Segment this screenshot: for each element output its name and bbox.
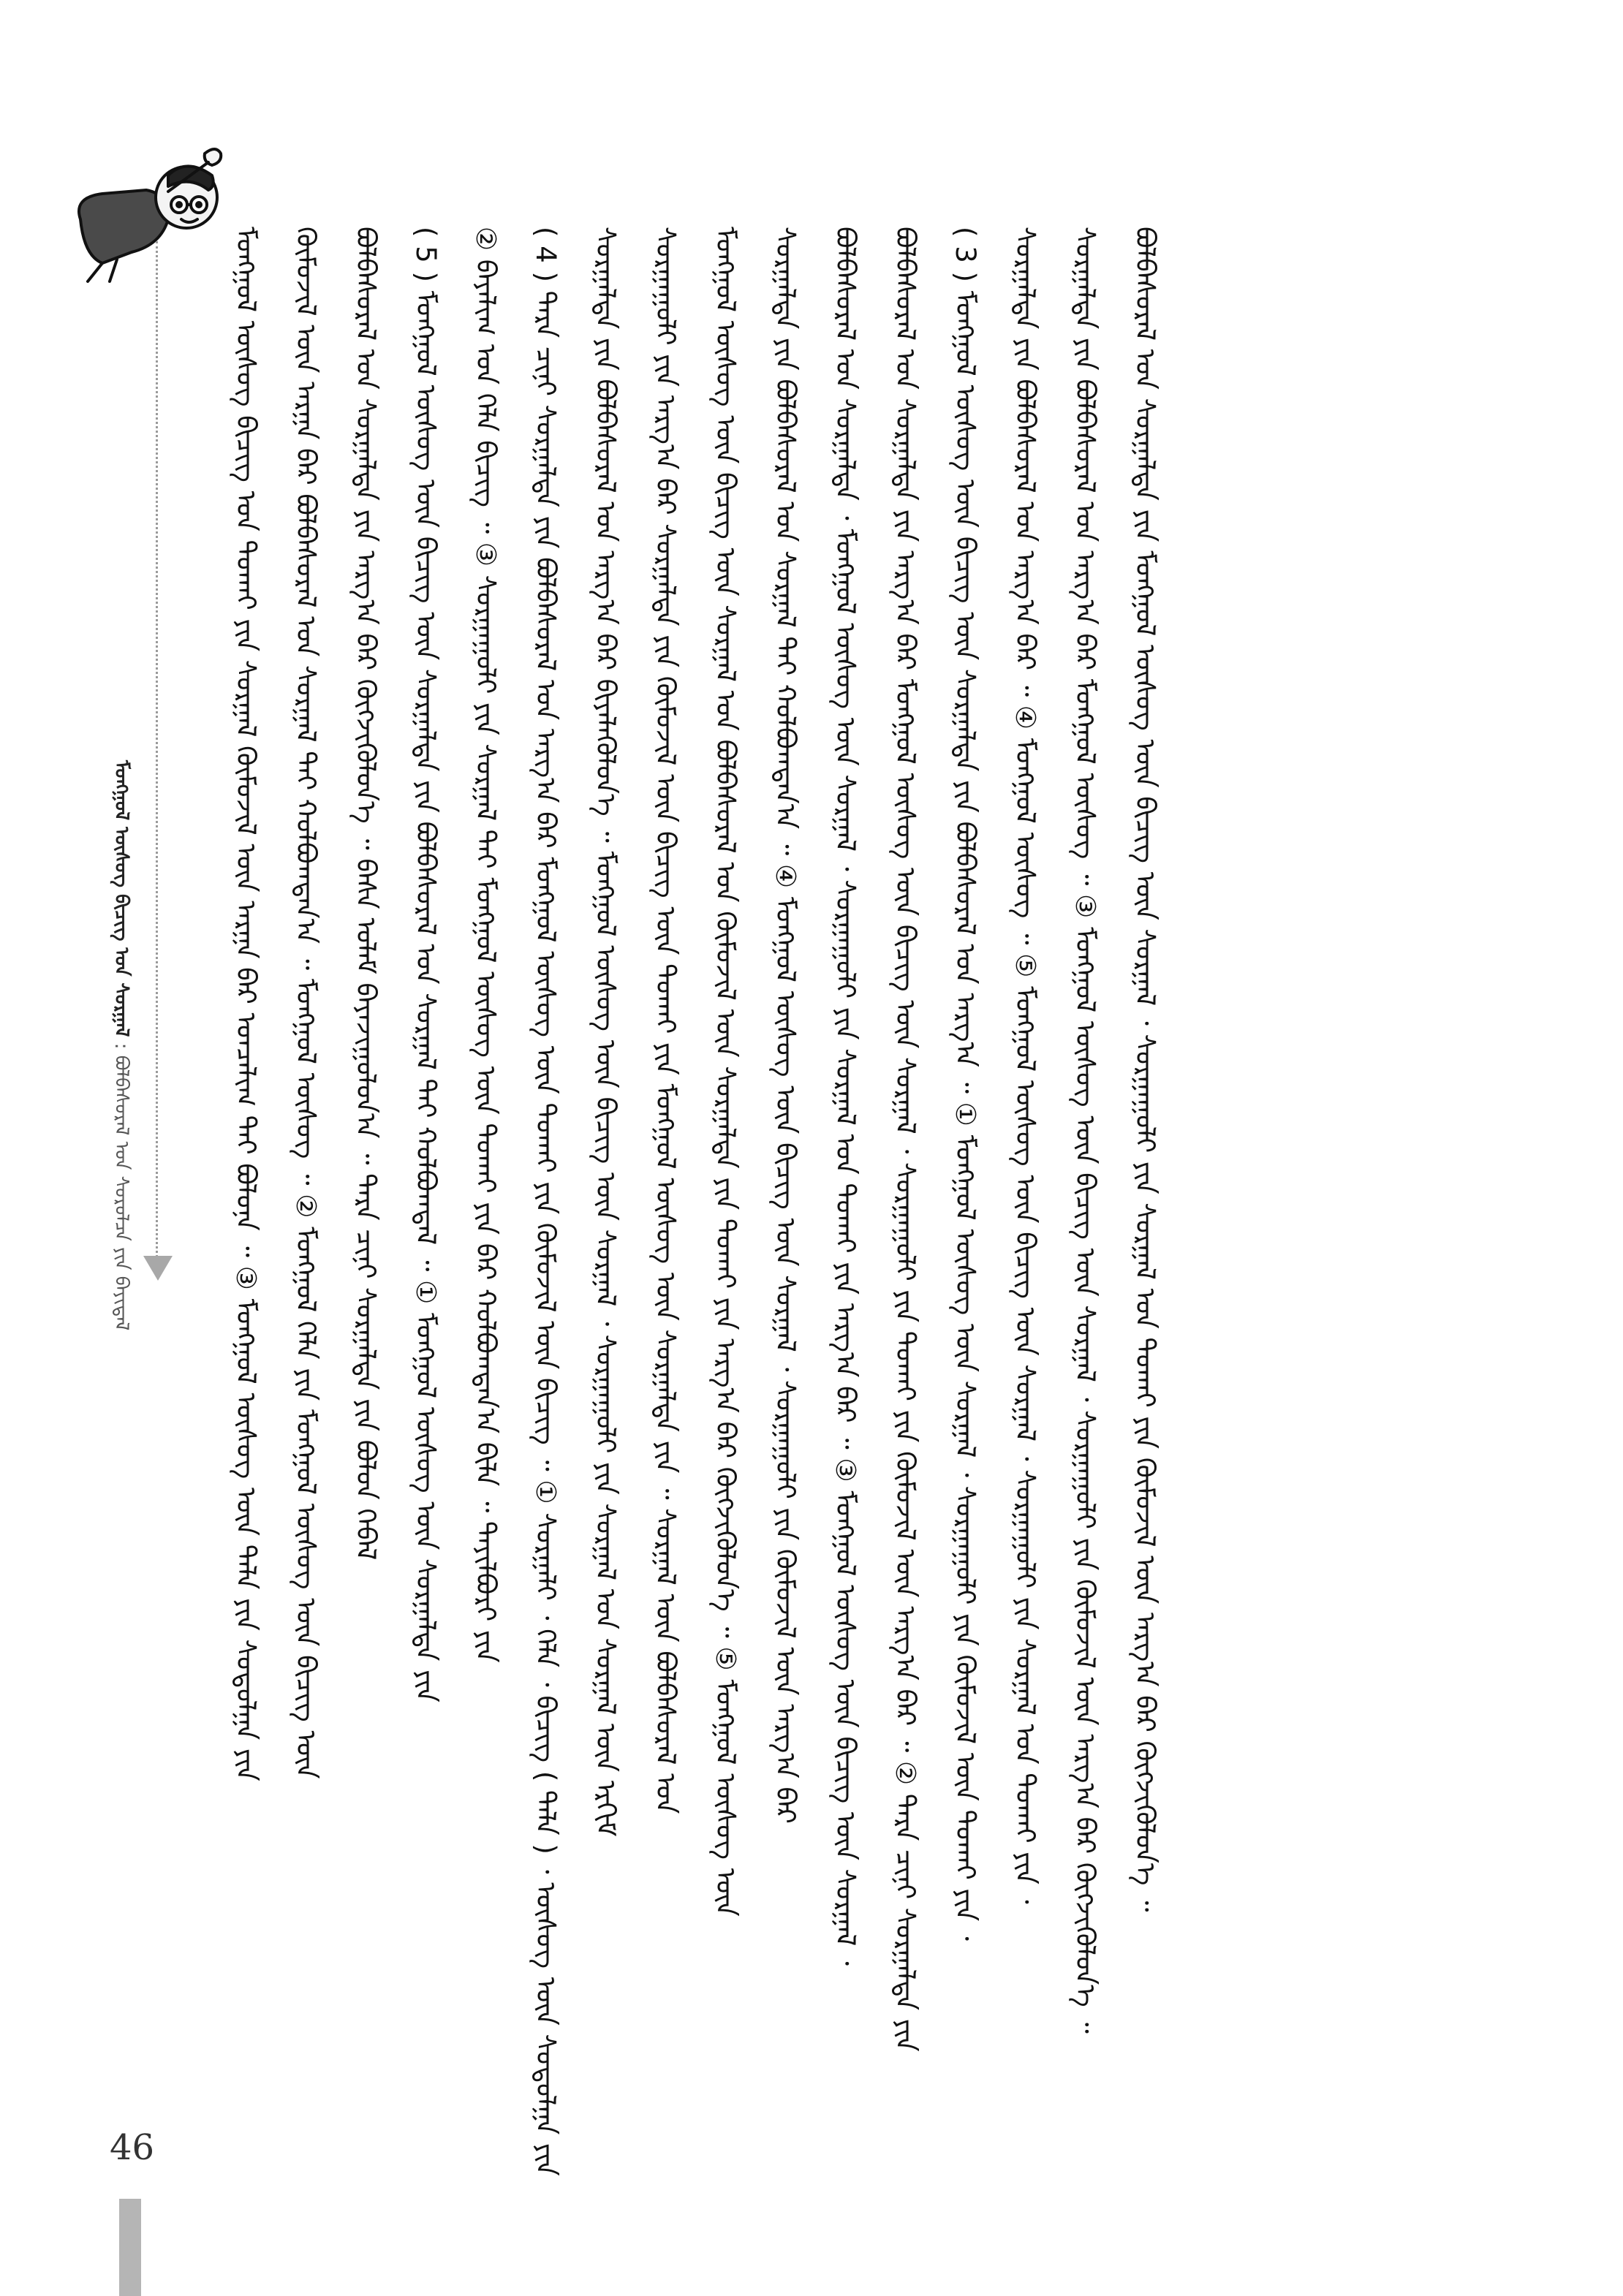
text-column-14: ᠰᠤᠷᠭᠠᠯᠲᠠ ᠶᠢᠨ ᠪᠣᠯᠪᠠᠰᠤᠷᠠᠯ ᠤᠨ ᠠᠷᠭ᠎ᠠ ᠪᠠᠷ ᠃ ④ ᠮᠣᠩᠭᠣᠯ ᠦᠰᠦᠭ ᠃ ⑤ ᠮᠣᠩᠭᠣᠯ ᠦᠰᠦᠭ ᠦᠨ ᠪᠢᠴᠢᠭ ᠦᠨ ᠰᠤᠷᠭᠠᠯ ᠂ ᠰᠤᠷᠭᠠᠭᠤᠯᠢ ᠶᠢᠨ ᠰᠤᠷᠭᠠᠯ ᠤᠨ ᠲᠤᠬᠠᠢ ᠶᠢᠨ ᠂ (1010, 227, 1041, 1904)
header-dotted-rule (156, 241, 158, 1257)
text-column-11: ᠪᠣᠯᠪᠠᠰᠤᠷᠠᠯ ᠤᠨ ᠰᠤᠷᠭᠠᠯᠲᠠ ᠂ ᠮᠣᠩᠭᠣᠯ ᠦᠰᠦᠭ ᠦᠨ ᠰᠤᠷᠭᠠᠯ ᠂ ᠰᠤᠷᠭᠠᠭᠤᠯᠢ ᠶᠢᠨ ᠰᠤᠷᠭᠠᠯ ᠤᠨ ᠲᠤᠬᠠᠢ ᠶᠢᠨ ᠠᠷᠭ᠎ᠠ ᠪᠠᠷ ᠃ ③ ᠮᠣᠩᠭᠣᠯ ᠦᠰᠦᠭ ᠦᠨ ᠪᠢᠴᠢᠭ ᠦᠨ ᠰᠤᠷᠭᠠᠯ ᠂ (830, 227, 861, 1966)
text-column-1: ᠮᠣᠩᠭᠣᠯ ᠦᠰᠦᠭ ᠪᠢᠴᠢᠭ ᠤᠨ ᠲᠤᠬᠠᠢ ᠶᠢᠨ ᠰᠤᠷᠭᠠᠯ ᠬᠦᠮᠦᠵᠢᠯ ᠦᠨ ᠠᠷᠭᠠ ᠪᠠᠷ ᠣᠨᠴᠠᠯᠢᠭ ᠲᠠᠶ ᠪᠣᠯᠤᠨᠠ ᠃ ③ ᠮᠣᠩᠭᠣᠯ ᠦᠰᠦᠭ ᠦᠨ ᠲᠠᠯᠠ ᠶᠢᠨ ᠰᠤᠳᠤᠯᠭᠠ ᠶᠢᠨ (230, 227, 262, 1781)
text-column-6: ( 4 ) ᠲᠡᠷᠡ ᠴᠢᠨᠢ ᠰᠤᠷᠭᠠᠯᠲᠠ ᠶᠢᠨ ᠪᠣᠯᠪᠠᠰᠤᠷᠠᠯ ᠤᠨ ᠠᠷᠭ᠎ᠠ ᠪᠠᠷ ᠮᠣᠩᠭᠣᠯ ᠦᠰᠦᠭ ᠦᠨ ᠲᠤᠬᠠᠢ ᠶᠢᠨ ᠬᠦᠮᠦᠵᠢᠯ ᠦᠨ ᠪᠢᠴᠢᠭ ᠃ ① ᠰᠤᠷᠭᠠᠯᠢ ᠂ ᠬᠡᠯᠡ ᠂ ᠪᠢᠴᠢᠭ ( ᠲᠠᠯᠠ ) ᠂ ᠦᠰᠦᠭ ᠦᠨ ᠰᠤᠳᠤᠯᠭᠠ ᠶᠢᠨ (530, 227, 561, 2176)
text-column-12: ᠪᠣᠯᠪᠠᠰᠤᠷᠠᠯ ᠤᠨ ᠰᠤᠷᠭᠠᠯᠲᠠ ᠶᠢᠨ ᠠᠷᠭ᠎ᠠ ᠪᠠᠷ ᠮᠣᠩᠭᠣᠯ ᠦᠰᠦᠭ ᠦᠨ ᠪᠢᠴᠢᠭ ᠦᠨ ᠰᠤᠷᠭᠠᠯ ᠂ ᠰᠤᠷᠭᠠᠭᠤᠯᠢ ᠶᠢᠨ ᠲᠤᠬᠠᠢ ᠶᠢᠨ ᠬᠦᠮᠦᠵᠢᠯ ᠦᠨ ᠠᠷᠭ᠎ᠠ ᠪᠠᠷ ᠃ ② ᠲᠡᠷᠡ ᠴᠢᠨᠢ ᠰᠤᠷᠭᠠᠯᠲᠠ ᠶᠢᠨ (890, 227, 921, 2052)
running-header-subtitle: ᠪᠣᠯᠪᠠᠰᠤᠷᠠᠯ ᠤᠨ ᠰᠤᠷᠤᠯᠴᠠ ᠶᠢᠨ ᠪᠠᠶᠢᠳᠠᠯ (110, 1055, 132, 1331)
text-column-3: ᠪᠣᠯᠪᠠᠰᠤᠷᠠᠯ ᠤᠨ ᠰᠤᠷᠭᠠᠯᠲᠠ ᠶᠢᠨ ᠠᠷᠭ᠎ᠠ ᠪᠠᠷ ᠬᠥᠭᠵᠢᠭᠦᠯᠦᠨ᠎ᠡ ᠃ ᠪᠠᠰᠠ ᠤᠯᠠᠮ ᠪᠠᠶᠠᠵᠢᠭᠤᠯᠤᠨ᠎ᠠ ᠃ ᠲᠡᠷᠡ ᠴᠢᠨᠢ ᠰᠤᠷᠭᠠᠯᠲᠠ ᠶᠢᠨ ᠪᠣᠯᠤᠨ ᠭᠡᠪᠡᠯ (350, 227, 382, 1561)
text-column-5: ② ᠪᠠᠶᠠᠯᠢᠭ ᠤᠨ ᠬᠡᠯᠡ ᠪᠢᠴᠢᠭ ᠃ ③ ᠰᠤᠷᠭᠠᠭᠤᠯᠢ ᠶᠢᠨ ᠰᠤᠷᠭᠠᠯ ᠲᠠᠶ ᠮᠣᠩᠭᠣᠯ ᠦᠰᠦᠭ ᠦᠨ ᠲᠤᠬᠠᠢ ᠶᠢᠨ ᠪᠠᠷ ᠬᠣᠯᠪᠣᠭᠳᠠᠨ᠎ᠠ ᠪᠢᠯᠡ ᠃ ᠲᠠᠶᠢᠯᠪᠤᠷᠢ ᠶᠢᠨ (470, 227, 502, 1663)
text-column-7: ᠰᠤᠷᠭᠠᠯᠲᠠ ᠶᠢᠨ ᠪᠣᠯᠪᠠᠰᠤᠷᠠᠯ ᠤᠨ ᠠᠷᠭ᠎ᠠ ᠪᠠᠷ ᠪᠢᠶᠡᠯᠡᠭᠦᠯᠦᠨ᠎ᠡ ᠃ ᠮᠣᠩᠭᠣᠯ ᠦᠰᠦᠭ ᠦᠨ ᠪᠢᠴᠢᠭ ᠦᠨ ᠰᠤᠷᠭᠠᠯ ᠂ ᠰᠤᠷᠭᠠᠭᠤᠯᠢ ᠶᠢᠨ ᠰᠤᠷᠭᠠᠯ ᠤᠨ ᠰᠤᠷᠭᠠᠯ ᠦᠨ ᠡᠷᠬᠢᠮ (590, 227, 621, 1837)
page-edge-tab (119, 2199, 141, 2296)
text-column-2: ᠬᠦᠮᠦᠵᠢᠯ ᠦᠨ ᠠᠷᠭᠠ ᠪᠠᠷ ᠪᠣᠯᠪᠠᠰᠤᠷᠠᠯ ᠤᠨ ᠰᠤᠷᠭᠠᠯ ᠲᠠᠶ ᠬᠣᠯᠪᠣᠭᠳᠠᠨ᠎ᠠ ᠃ ᠮᠣᠩᠭᠣᠯ ᠦᠰᠦᠭ ᠃ ② ᠮᠣᠩᠭᠣᠯ ᠬᠡᠯᠡ ᠶᠢᠨ ᠮᠣᠩᠭᠣᠯ ᠦᠰᠦᠭ ᠦᠨ ᠪᠢᠴᠢᠭ ᠦᠨ (290, 227, 322, 1779)
text-column-8: ᠰᠤᠷᠭᠠᠭᠤᠯᠢ ᠶᠢᠨ ᠠᠷᠭ᠎ᠠ ᠪᠠᠷ ᠰᠤᠷᠭᠠᠯᠲᠠ ᠶᠢᠨ ᠬᠦᠮᠦᠵᠢᠯ ᠦᠨ ᠪᠢᠴᠢᠭ ᠦᠨ ᠲᠤᠬᠠᠢ ᠶᠢᠨ ᠮᠣᠩᠭᠣᠯ ᠦᠰᠦᠭ ᠦᠨ ᠰᠤᠷᠭᠠᠯᠲᠠ ᠶᠢᠨ ᠃ ᠰᠤᠷᠭᠠᠯ ᠦᠨ ᠪᠣᠯᠪᠠᠰᠤᠷᠠᠯ ᠤᠨ (650, 227, 681, 1814)
running-header-bold: ᠮᠣᠩᠭᠣᠯ ᠦᠰᠦᠭ ᠪᠢᠴᠢᠭ ᠤᠨ ᠰᠤᠷᠭᠠᠯ (110, 760, 132, 1037)
text-column-13: ( 3 ) ᠮᠣᠩᠭᠣᠯ ᠦᠰᠦᠭ ᠦᠨ ᠪᠢᠴᠢᠭ ᠦᠨ ᠰᠤᠷᠭᠠᠯᠲᠠ ᠶᠢᠨ ᠪᠣᠯᠪᠠᠰᠤᠷᠠᠯ ᠤᠨ ᠠᠷᠭ᠎ᠠ ᠃ ① ᠮᠣᠩᠭᠣᠯ ᠦᠰᠦᠭ ᠦᠨ ᠰᠤᠷᠭᠠᠯ ᠂ ᠰᠤᠷᠭᠠᠭᠤᠯᠢ ᠶᠢᠨ ᠬᠦᠮᠦᠵᠢᠯ ᠦᠨ ᠲᠤᠬᠠᠢ ᠶᠢᠨ ᠂ (950, 227, 981, 1941)
page-number: 46 (110, 2127, 155, 2168)
header-arrow-icon (143, 1256, 173, 1281)
text-column-4: ( 5 ) ᠮᠣᠩᠭᠣᠯ ᠦᠰᠦᠭ ᠦᠨ ᠪᠢᠴᠢᠭ ᠦᠨ ᠰᠤᠷᠭᠠᠯᠲᠠ ᠶᠢᠨ ᠪᠣᠯᠪᠠᠰᠤᠷᠠᠯ ᠤᠨ ᠰᠤᠷᠭᠠᠯ ᠲᠠᠶ ᠬᠣᠯᠪᠣᠭᠳᠠᠯ ᠃ ① ᠮᠣᠩᠭᠣᠯ ᠦᠰᠦᠭ ᠦᠨ ᠰᠤᠷᠭᠠᠯᠲᠠ ᠶᠢᠨ (410, 227, 442, 1702)
running-header-sep: : (110, 1042, 132, 1056)
text-column-10: ᠰᠤᠷᠭᠠᠯᠲᠠ ᠶᠢᠨ ᠪᠣᠯᠪᠠᠰᠤᠷᠠᠯ ᠤᠨ ᠰᠤᠷᠭᠠᠯ ᠲᠠᠶ ᠬᠣᠯᠪᠣᠭᠳᠠᠨ᠎ᠠ ᠃ ④ ᠮᠣᠩᠭᠣᠯ ᠦᠰᠦᠭ ᠦᠨ ᠪᠢᠴᠢᠭ ᠦᠨ ᠰᠤᠷᠭᠠᠯ ᠂ ᠰᠤᠷᠭᠠᠭᠤᠯᠢ ᠶᠢᠨ ᠬᠦᠮᠦᠵᠢᠯ ᠦᠨ ᠠᠷᠭ᠎ᠠ ᠪᠠᠷ (770, 227, 801, 1824)
text-column-16: ᠪᠣᠯᠪᠠᠰᠤᠷᠠᠯ ᠤᠨ ᠰᠤᠷᠭᠠᠯᠲᠠ ᠶᠢᠨ ᠮᠣᠩᠭᠣᠯ ᠦᠰᠦᠭ ᠦᠨ ᠪᠢᠴᠢᠭ ᠦᠨ ᠰᠤᠷᠭᠠᠯ ᠂ ᠰᠤᠷᠭᠠᠭᠤᠯᠢ ᠶᠢᠨ ᠰᠤᠷᠭᠠᠯ ᠤᠨ ᠲᠤᠬᠠᠢ ᠶᠢᠨ ᠬᠦᠮᠦᠵᠢᠯ ᠦᠨ ᠠᠷᠭ᠎ᠠ ᠪᠠᠷ ᠬᠥᠭᠵᠢᠭᠦᠯᠦᠨ᠎ᠡ ᠃ (1130, 227, 1161, 1912)
text-column-15: ᠰᠤᠷᠭᠠᠯᠲᠠ ᠶᠢᠨ ᠪᠣᠯᠪᠠᠰᠤᠷᠠᠯ ᠤᠨ ᠠᠷᠭ᠎ᠠ ᠪᠠᠷ ᠮᠣᠩᠭᠣᠯ ᠦᠰᠦᠭ ᠃ ③ ᠮᠣᠩᠭᠣᠯ ᠦᠰᠦᠭ ᠦᠨ ᠪᠢᠴᠢᠭ ᠦᠨ ᠰᠤᠷᠭᠠᠯ ᠂ ᠰᠤᠷᠭᠠᠭᠤᠯᠢ ᠶᠢᠨ ᠬᠦᠮᠦᠵᠢᠯ ᠦᠨ ᠠᠷᠭ᠎ᠠ ᠪᠠᠷ ᠬᠥᠭᠵᠢᠭᠦᠯᠦᠨ᠎ᠡ ᠃ (1070, 227, 1101, 2034)
running-header (110, 760, 143, 1331)
text-column-9: ᠮᠣᠩᠭᠣᠯ ᠦᠰᠦᠭ ᠦᠨ ᠪᠢᠴᠢᠭ ᠦᠨ ᠰᠤᠷᠭᠠᠯ ᠤᠨ ᠪᠣᠯᠪᠠᠰᠤᠷᠠᠯ ᠤᠨ ᠬᠦᠮᠦᠵᠢᠯ ᠦᠨ ᠰᠤᠷᠭᠠᠯᠲᠠ ᠶᠢᠨ ᠲᠤᠬᠠᠢ ᠶᠢᠨ ᠠᠷᠭ᠎ᠠ ᠪᠠᠷ ᠬᠥᠭᠵᠢᠭᠦᠯᠦᠨ᠎ᠡ ᠃ ⑤ ᠮᠣᠩᠭᠣᠯ ᠦᠰᠦᠭ ᠦᠨ (710, 227, 741, 1917)
boy-mascot-illustration (58, 124, 227, 285)
